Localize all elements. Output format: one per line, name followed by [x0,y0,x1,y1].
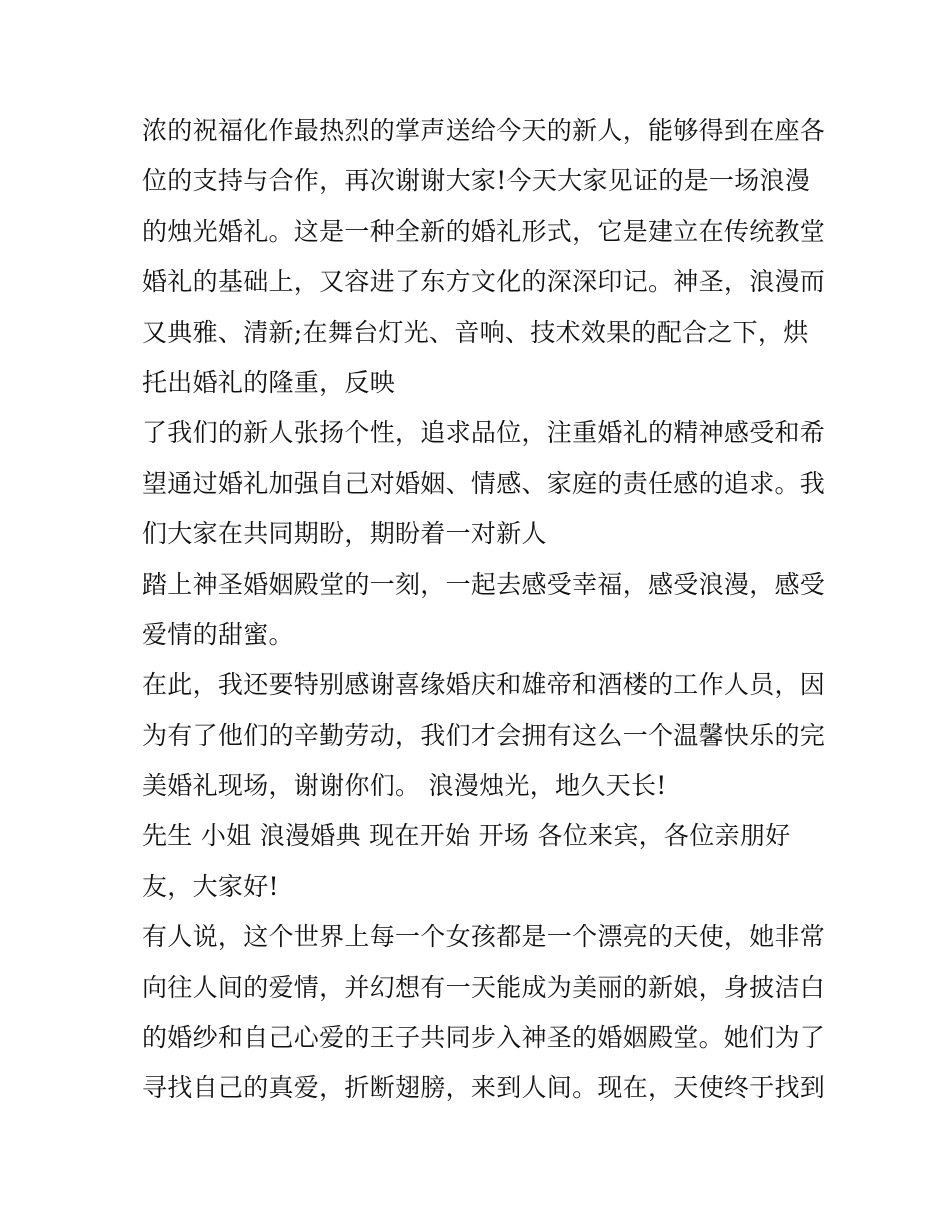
text-line: 有人说，这个世界上每一个女孩都是一个漂亮的天使，她非常 [142,922,826,952]
text-line: 友，大家好! [142,871,279,901]
text-line: 爱情的甜蜜。 [142,619,294,649]
text-line: 向往人间的爱情，并幻想有一天能成为美丽的新娘，身披洁白 [142,972,826,1002]
text-line: 们大家在共同期盼，期盼着一对新人 [142,519,547,549]
text-line: 的婚纱和自己心爱的王子共同步入神圣的婚姻殿堂。她们为了 [142,1023,826,1053]
text-line: 婚礼的基础上，又容进了东方文化的深深印记。神圣，浪漫而 [142,267,826,297]
text-line: 在此，我还要特别感谢喜缘婚庆和雄帝和酒楼的工作人员，因 [142,670,826,700]
text-line: 先生 小姐 浪漫婚典 现在开始 开场 各位来宾，各位亲朋好 [142,821,791,851]
text-line: 为有了他们的辛勤劳动，我们才会拥有这么一个温馨快乐的完 [142,720,826,750]
text-line: 托出婚礼的隆重，反映 [142,367,396,397]
text-line: 了我们的新人张扬个性，追求品位，注重婚礼的精神感受和希 [142,418,826,448]
text-line: 寻找自己的真爱，折断翅膀，来到人间。现在，天使终于找到 [142,1073,826,1103]
text-line: 的烛光婚礼。这是一种全新的婚礼形式，它是建立在传统教堂 [142,216,826,246]
text-line: 又典雅、清新;在舞台灯光、音响、技术效果的配合之下，烘 [142,317,809,347]
text-line: 踏上神圣婚姻殿堂的一刻，一起去感受幸福，感受浪漫，感受 [142,569,826,599]
text-line: 望通过婚礼加强自己对婚姻、情感、家庭的责任感的追求。我 [142,468,826,498]
body-text [142,106,826,1114]
text-line: 美婚礼现场，谢谢你们。 浪漫烛光，地久天长! [142,771,667,801]
text-line: 位的支持与合作，再次谢谢大家!今天大家见证的是一场浪漫 [142,166,811,196]
text-line: 浓的祝福化作最热烈的掌声送给今天的新人，能够得到在座各 [142,116,826,145]
